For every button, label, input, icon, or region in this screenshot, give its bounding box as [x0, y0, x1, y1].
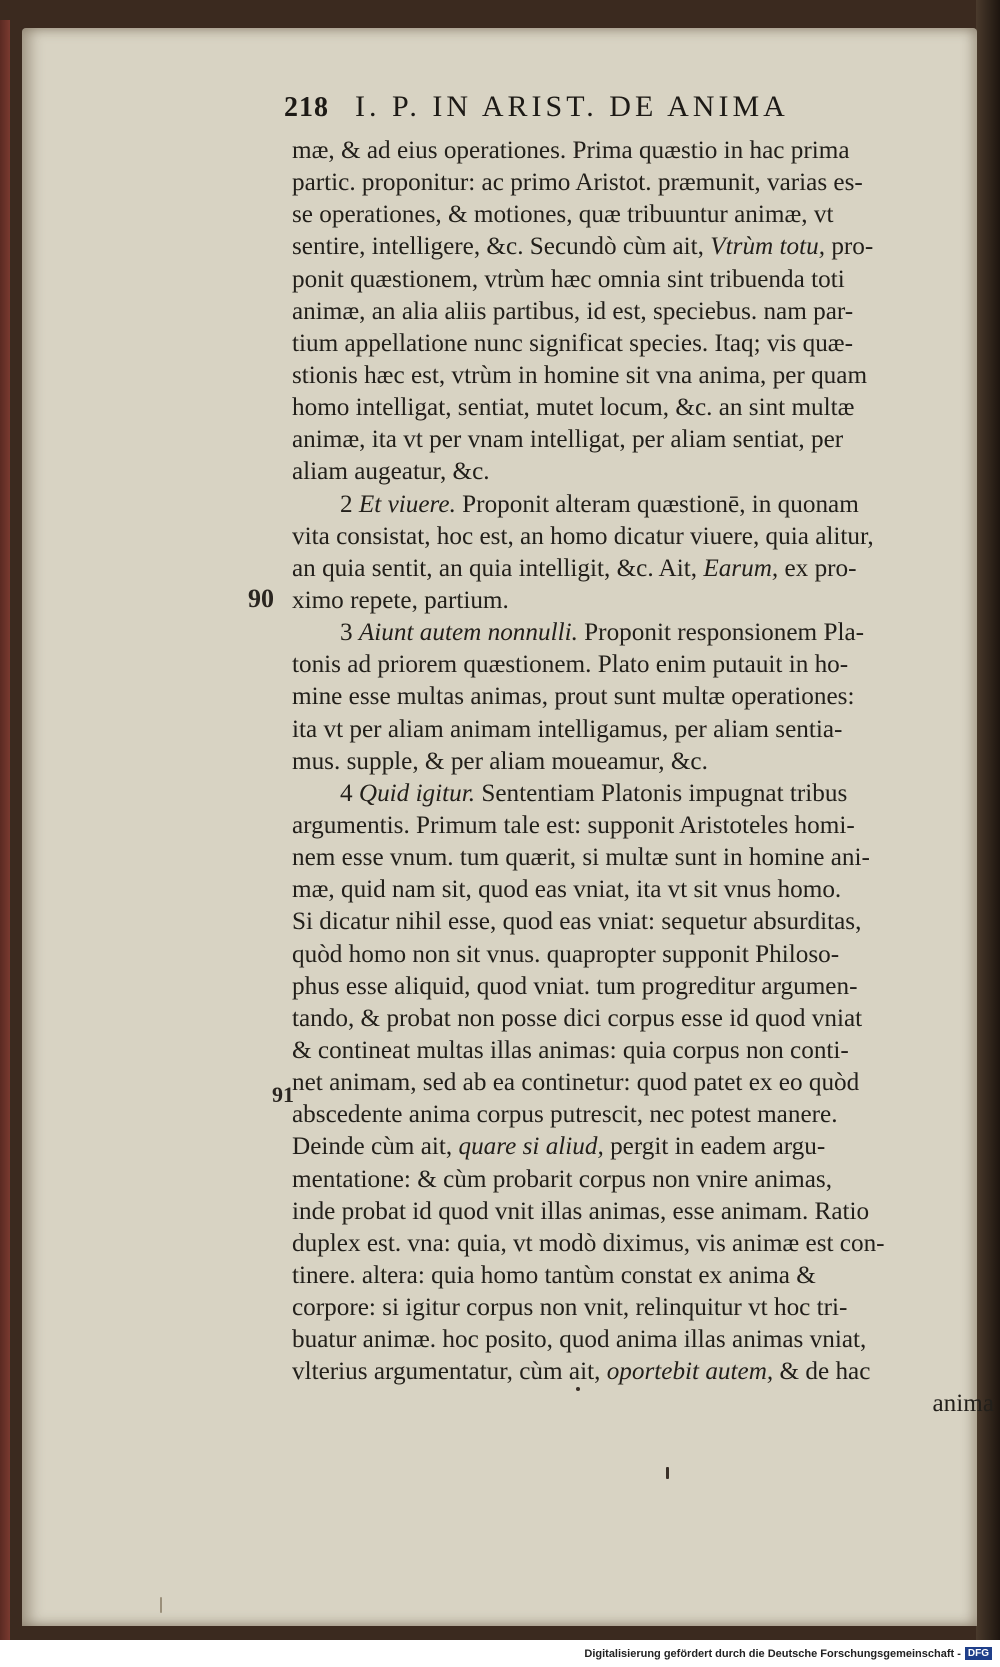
text-line: mentatione: & cùm probarit corpus non vnire animas, [292, 1165, 832, 1193]
text-line: Si dicatur nihil esse, quod eas vniat: sequetur absurditas, [292, 908, 862, 936]
text-line: anima [932, 1390, 994, 1418]
book-cover-edge [0, 20, 10, 1640]
line-text: Proponit alteram quæstionē, in quonam [455, 490, 859, 518]
line-text: 3 [340, 619, 359, 647]
text-line: phus esse aliquid, quod vniat. tum progreditur argumen- [292, 972, 858, 1000]
text-line: net animam, sed ab ea continetur: quod patet ex eo quòd [292, 1069, 860, 1097]
line-text: pro- [825, 233, 874, 261]
margin-note-91: 91 [272, 1082, 294, 1107]
lemma-quote: Vtrùm totu, [710, 233, 826, 261]
text-line [292, 1356, 994, 1388]
text-line: tonis ad priorem quæstionem. Plato enim putauit in ho- [292, 651, 849, 679]
text-line: duplex est. vna: quia, vt modò diximus, vis animæ est con- [292, 1229, 885, 1257]
text-line: animæ, ita vt per vnam intelligat, per aliam sentiat, per [292, 426, 844, 454]
lemma-quote: quare si aliud, [458, 1133, 604, 1161]
text-line: argumentis. Primum tale est: supponit Aristoteles homi- [292, 811, 855, 839]
paper-speck [576, 1387, 580, 1391]
text-line [292, 778, 994, 810]
line-text: Deinde cùm ait, [292, 1133, 459, 1161]
text-line [292, 489, 994, 521]
text-line: & contineat multas illas animas: quia corpus non conti- [292, 1036, 849, 1064]
text-line: inde probat id quod vnit illas animas, esse animam. Ratio [292, 1197, 870, 1225]
text-line: animæ, an alia aliis partibus, id est, speciebus. nam par- [292, 297, 854, 325]
line-text: 2 [340, 490, 359, 518]
text-line: abscedente anima corpus putrescit, nec potest manere. [292, 1101, 838, 1129]
line-text: an quia sentit, an quia intelligit, &c. Ait, [292, 554, 704, 582]
text-line: tando, & probat non posse dici corpus esse id quod vniat [292, 1004, 863, 1032]
text-line: ita vt per aliam animam intelligamus, per aliam sentia- [292, 715, 843, 743]
lemma-quote: Et viuere. [358, 490, 456, 518]
text-line [292, 1131, 994, 1163]
page-number: 218 [284, 92, 329, 123]
text-line: mæ, quid nam sit, quod eas vniat, ita vt sit vnus homo. [292, 876, 842, 904]
paper-speck [666, 1467, 669, 1479]
line-text: sentire, intelligere, &c. Secundò cùm ait, [292, 233, 711, 261]
lemma-quote: Earum, [703, 554, 779, 582]
line-text: ex pro- [778, 554, 857, 582]
text-line: mus. supple, & per aliam moueamur, &c. [292, 747, 708, 775]
text-line [292, 231, 994, 263]
credit-text: Digitalisierung gefördert durch die Deutsche Forschungsgemeinschaft - [584, 1647, 961, 1660]
line-text: vlterius argumentatur, cùm ait, [292, 1358, 607, 1386]
line-text: Sententiam Platonis impugnat tribus [475, 779, 848, 807]
text-line: tium appellatione nunc significat species. Itaq; vis quæ- [292, 329, 853, 357]
page-header [284, 90, 844, 136]
dfg-logo-icon: DFG [965, 1647, 992, 1660]
lemma-quote: Quid igitur. [358, 779, 476, 807]
lemma-quote: oportebit autem, [606, 1358, 774, 1386]
text-line: mine esse multas animas, prout sunt multæ operationes: [292, 683, 855, 711]
text-line [292, 553, 994, 585]
text-line: stionis hæc est, vtrùm in homine sit vna anima, per quam [292, 361, 868, 389]
text-line: vita consistat, hoc est, an homo dicatur viuere, quia alitur, [292, 522, 874, 550]
digitization-credit [0, 1640, 1000, 1667]
text-line: homo intelligat, sentiat, mutet locum, &c. an sint multæ [292, 394, 855, 422]
lemma-quote: Aiunt autem nonnulli. [358, 619, 578, 647]
text-line: ponit quæstionem, vtrùm hæc omnia sint tribuenda toti [292, 265, 845, 293]
paper-speck [160, 1597, 162, 1613]
text-line: quòd homo non sit vnus. quapropter supponit Philoso- [292, 940, 840, 968]
text-line: nem esse vnum. tum quærit, si multæ sunt in homine ani- [292, 844, 870, 872]
body-text [292, 135, 994, 1421]
line-text: 4 [340, 779, 359, 807]
line-text: & de hac [773, 1358, 871, 1386]
text-line: corpore: si igitur corpus non vnit, relinquitur vt hoc tri- [292, 1294, 848, 1322]
running-title: I. P. IN ARIST. DE ANIMA [355, 90, 789, 123]
line-text: pergit in eadem argu- [603, 1133, 826, 1161]
line-text: Proponit responsionem Pla- [577, 619, 865, 647]
text-line: mæ, & ad eius operationes. Prima quæstio in hac prima [292, 137, 850, 164]
text-line: ximo repete, partium. [292, 586, 509, 614]
text-line: buatur animæ. hoc posito, quod anima illas animas vniat, [292, 1326, 867, 1354]
text-line: aliam augeatur, &c. [292, 458, 490, 486]
text-line: tinere. altera: quia homo tantùm constat ex anima & [292, 1261, 816, 1289]
text-line: partic. proponitur: ac primo Aristot. præmunit, varias es- [292, 169, 863, 197]
text-line: se operationes, & motiones, quæ tribuuntur animæ, vt [292, 201, 834, 229]
text-line [292, 617, 994, 649]
margin-note-90: 90 [248, 584, 274, 613]
